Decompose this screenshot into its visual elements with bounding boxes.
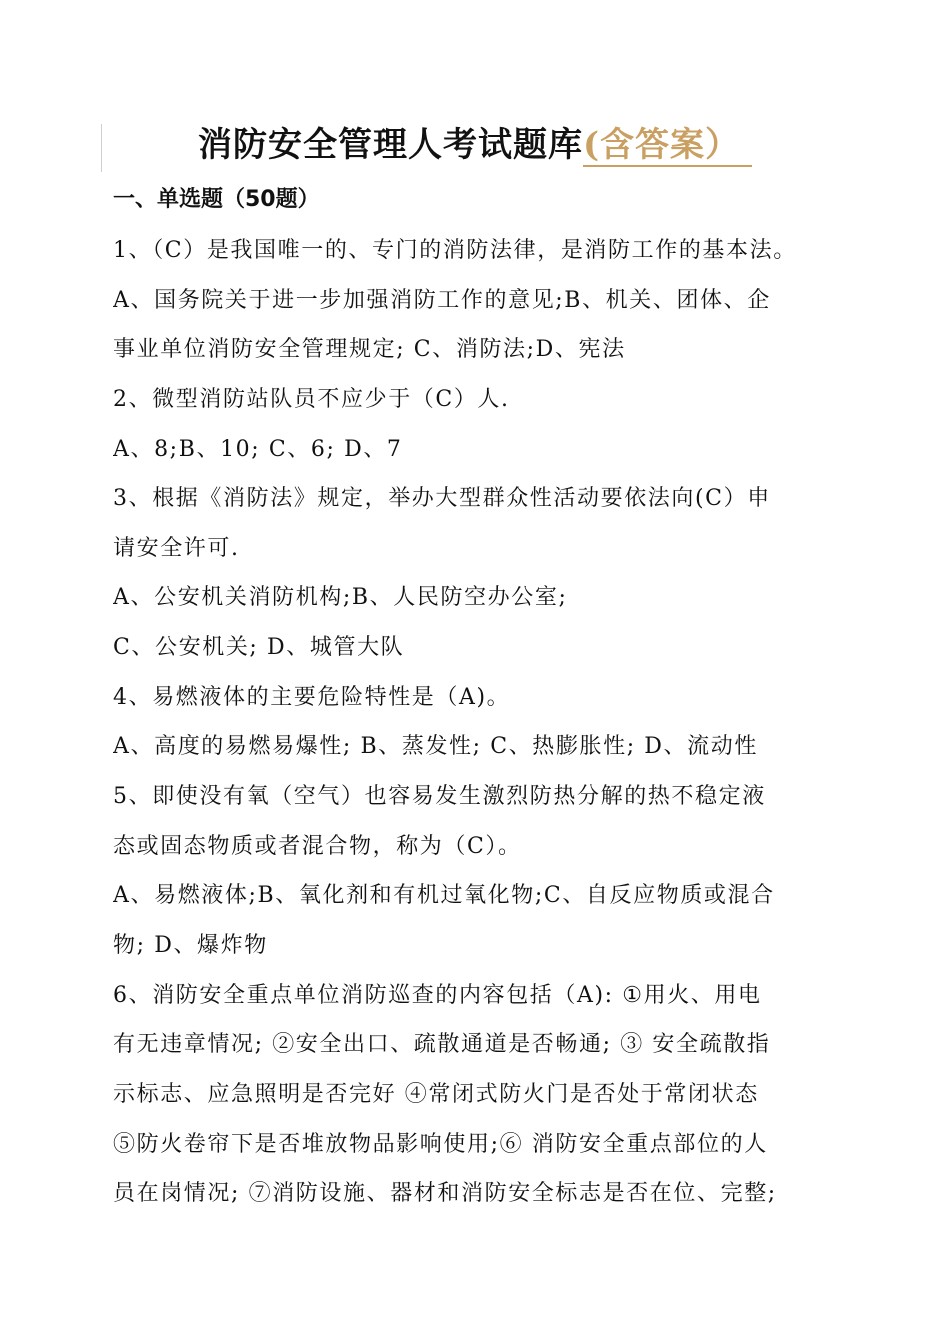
text-line: A、高度的易燃易爆性; B、蒸发性; C、热膨胀性; D、流动性 — [113, 734, 758, 760]
text-line: 态或固态物质或者混合物，称为（C）。 — [113, 833, 522, 859]
title-main: 消防安全管理人考试题库 — [197, 125, 583, 165]
text-line: 6、消防安全重点单位消防巡查的内容包括（A): ①用火、用电 — [113, 982, 762, 1008]
text-line: 有无违章情况; ②安全出口、疏散通道是否畅通; ③ 安全疏散指 — [113, 1032, 771, 1058]
title-accent: (含答案） — [583, 125, 752, 167]
text-line: 1、（C）是我国唯一的、专门的消防法律，是消防工作的基本法。 — [113, 238, 797, 263]
text-line: 3、根据《消防法》规定，举办大型群众性活动要依法向(C）申 — [113, 486, 771, 512]
text-line: A、国务院关于进一步加强消防工作的意见;B、机关、团体、企 — [113, 287, 771, 313]
text-line: 请安全许可. — [113, 535, 240, 561]
text-line: 事业单位消防安全管理规定; C、消防法;D、宪法 — [113, 337, 626, 363]
text-line: 4、易燃液体的主要危险特性是（A)。 — [113, 684, 511, 710]
text-line: 5、即使没有氧（空气）也容易发生激烈防热分解的热不稳定液 — [113, 784, 766, 810]
text-line: ⑤防火卷帘下是否堆放物品影响使用;⑥ 消防安全重点部位的人 — [113, 1131, 768, 1157]
document-body — [113, 226, 843, 1219]
text-line: A、易燃液体;B、氧化剂和有机过氧化物;C、自反应物质或混合 — [113, 883, 775, 909]
text-line: 示标志、应急照明是否完好 ④常闭式防火门是否处于常闭状态 — [113, 1081, 759, 1107]
section-heading: 一、单选题（50题） — [113, 187, 320, 212]
text-line: 物; D、爆炸物 — [113, 932, 268, 958]
document-title — [0, 120, 950, 170]
text-line: 员在岗情况; ⑦消防设施、器材和消防安全标志是否在位、完整; — [113, 1181, 777, 1207]
text-line: 2、微型消防站队员不应少于（C）人. — [113, 386, 510, 412]
text-line: A、公安机关消防机构;B、人民防空办公室; — [113, 585, 568, 611]
text-line: C、公安机关; D、城管大队 — [113, 635, 405, 661]
text-line: A、8;B、10; C、6; D、7 — [113, 436, 403, 462]
